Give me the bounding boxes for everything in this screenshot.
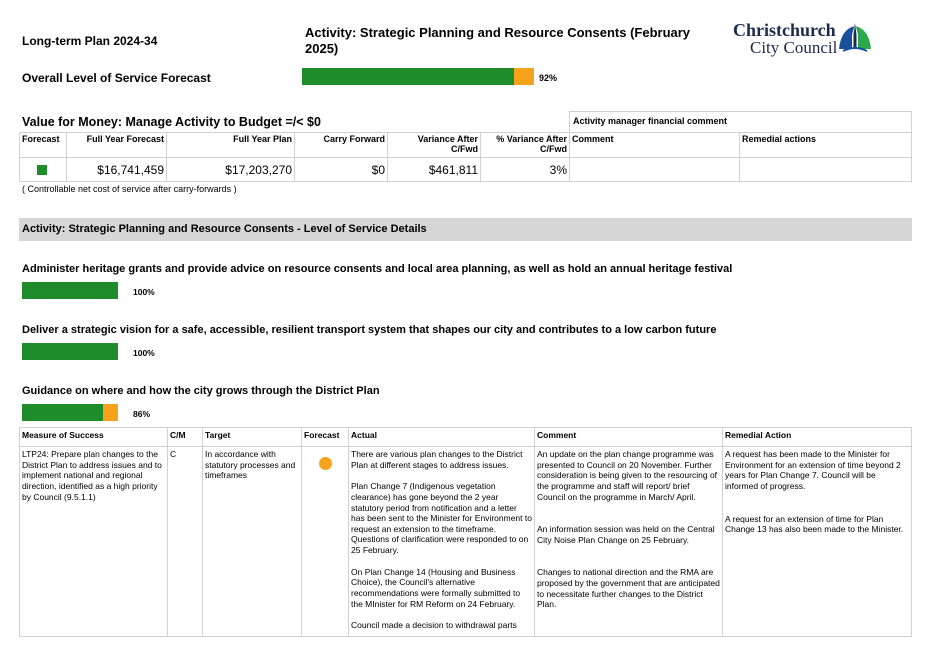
measures-th-forecast: Forecast bbox=[302, 428, 349, 447]
manager-comment-title: Activity manager financial comment bbox=[573, 116, 728, 126]
vfm-variance: $461,811 bbox=[388, 158, 481, 182]
vfm-pct-variance: 3% bbox=[481, 158, 570, 182]
council-logo bbox=[733, 21, 883, 61]
measures-header-row bbox=[20, 428, 912, 447]
service-percent-1: 100% bbox=[133, 287, 155, 297]
manager-comment-header bbox=[569, 111, 912, 132]
measure-cm: C bbox=[168, 447, 203, 637]
service-percent-3: 86% bbox=[133, 409, 151, 419]
service-progress-bar-3 bbox=[22, 404, 118, 421]
actual-paragraph-3: On Plan Change 14 (Housing and Business Choice), the Council's alternative recommendations were formally submitted to the MInister for RM Reform on 24 February. bbox=[351, 566, 521, 609]
vfm-th-forecast: Forecast bbox=[20, 133, 67, 158]
vfm-header-row bbox=[20, 133, 912, 158]
activity-title: Activity: Strategic Planning and Resource Consents (February 2025) bbox=[305, 25, 691, 57]
actual-paragraph-4: Council made a decision to withdrawal parts bbox=[351, 620, 517, 631]
measures-th-remedial: Remedial Action bbox=[723, 428, 912, 447]
cathedral-icon bbox=[837, 21, 873, 57]
remedial-paragraph-2: A request for an extension of time for Plan Change 13 has also been made to the Minister. bbox=[725, 513, 904, 535]
plan-title: Long-term Plan 2024-34 bbox=[22, 34, 158, 48]
measures-th-comment: Comment bbox=[535, 428, 723, 447]
overall-bar-green bbox=[302, 68, 514, 85]
measures-th-target: Target bbox=[203, 428, 302, 447]
vfm-th-full-year-forecast: Full Year Forecast bbox=[67, 133, 167, 158]
measure-remedial bbox=[723, 447, 912, 637]
forecast-status-indicator bbox=[37, 165, 47, 175]
service-progress-bar-2 bbox=[22, 343, 118, 360]
remedial-paragraph-1: A request has been made to the Minister for Environment for an extension of time beyond 2 years for Plan Change 7. Council will be informed of progress. bbox=[725, 449, 901, 491]
vfm-remedial bbox=[740, 158, 912, 182]
overall-percent: 92% bbox=[539, 73, 558, 83]
service-title-3: Guidance on where and how the city grows through the District Plan bbox=[22, 385, 380, 397]
measures-th-actual: Actual bbox=[349, 428, 535, 447]
comment-paragraph-1: An update on the plan change programme was presented to Council on 20 November. Further consideration is being given to the resourcing of the programme and staff will report/ brief Council on the programme in March/ April. bbox=[537, 449, 718, 502]
vfm-full-year-plan: $17,203,270 bbox=[167, 158, 295, 182]
comment-paragraph-3: Changes to national direction and the RMA are proposed by the government that are anticipated to necessitate further changes to the District Plan. bbox=[537, 567, 720, 610]
overall-progress-bar bbox=[302, 68, 534, 85]
details-section-title: Activity: Strategic Planning and Resource Consents - Level of Service Details bbox=[22, 223, 427, 235]
overall-label: Overall Level of Service Forecast bbox=[22, 71, 211, 85]
logo-line1: Christchurch bbox=[733, 20, 836, 40]
vfm-full-year-forecast: $16,741,459 bbox=[67, 158, 167, 182]
measure-forecast-cell bbox=[302, 447, 349, 637]
service-percent-2: 100% bbox=[133, 348, 155, 358]
measures-th-measure: Measure of Success bbox=[20, 428, 168, 447]
vfm-th-comment: Comment bbox=[570, 133, 740, 158]
vfm-title: Value for Money: Manage Activity to Budget =/< $0 bbox=[22, 115, 321, 129]
service-title-2: Deliver a strategic vision for a safe, accessible, resilient transport system that shapes our city and contributes to a low carbon future bbox=[22, 324, 717, 336]
measures-data-row bbox=[20, 447, 912, 637]
measure-comment bbox=[535, 447, 723, 637]
overall-bar-orange bbox=[514, 68, 534, 85]
service-bar-green-2 bbox=[22, 343, 118, 360]
vfm-forecast-cell bbox=[20, 158, 67, 182]
measures-table bbox=[19, 427, 912, 637]
actual-paragraph-2: Plan Change 7 (Indigenous vegetation clearance) has gone beyond the 2 year statutory period from notification and a letter has been sent to the Minister for Environment to request an extension to the timeframe. Questions of clarification were responded to on 25 February. bbox=[351, 481, 532, 555]
actual-paragraph-1: There are various plan changes to the District Plan at different stages to address issues. bbox=[351, 449, 523, 470]
measure-text: LTP24: Prepare plan changes to the District Plan to address issues and to implement national and regional direction, identified as a high priority by Council (9.5.1.1) bbox=[20, 447, 168, 637]
service-bar-green-1 bbox=[22, 282, 118, 299]
vfm-comment bbox=[570, 158, 740, 182]
vfm-data-row bbox=[20, 158, 912, 182]
vfm-th-carry-forward: Carry Forward bbox=[295, 133, 388, 158]
service-progress-bar-1 bbox=[22, 282, 118, 299]
vfm-footnote: ( Controllable net cost of service after carry-forwards ) bbox=[22, 184, 237, 194]
vfm-th-variance: Variance After C/Fwd bbox=[388, 133, 481, 158]
vfm-carry-forward: $0 bbox=[295, 158, 388, 182]
measure-actual bbox=[349, 447, 535, 637]
service-bar-orange-3 bbox=[103, 404, 118, 421]
service-bar-green-3 bbox=[22, 404, 103, 421]
measures-th-cm: C/M bbox=[168, 428, 203, 447]
vfm-table bbox=[19, 132, 912, 182]
measure-target: In accordance with statutory processes and timeframes bbox=[203, 447, 302, 637]
logo-line2: City Council bbox=[750, 38, 838, 57]
vfm-th-full-year-plan: Full Year Plan bbox=[167, 133, 295, 158]
service-title-1: Administer heritage grants and provide advice on resource consents and local area planning, as well as hold an annual heritage festival bbox=[22, 263, 733, 275]
vfm-th-pct-variance: % Variance After C/Fwd bbox=[481, 133, 570, 158]
vfm-th-remedial: Remedial actions bbox=[740, 133, 912, 158]
comment-paragraph-2: An information session was held on the Central City Noise Plan Change on 25 February. bbox=[537, 524, 715, 545]
details-section-header bbox=[19, 218, 912, 241]
forecast-status-circle bbox=[319, 457, 332, 470]
